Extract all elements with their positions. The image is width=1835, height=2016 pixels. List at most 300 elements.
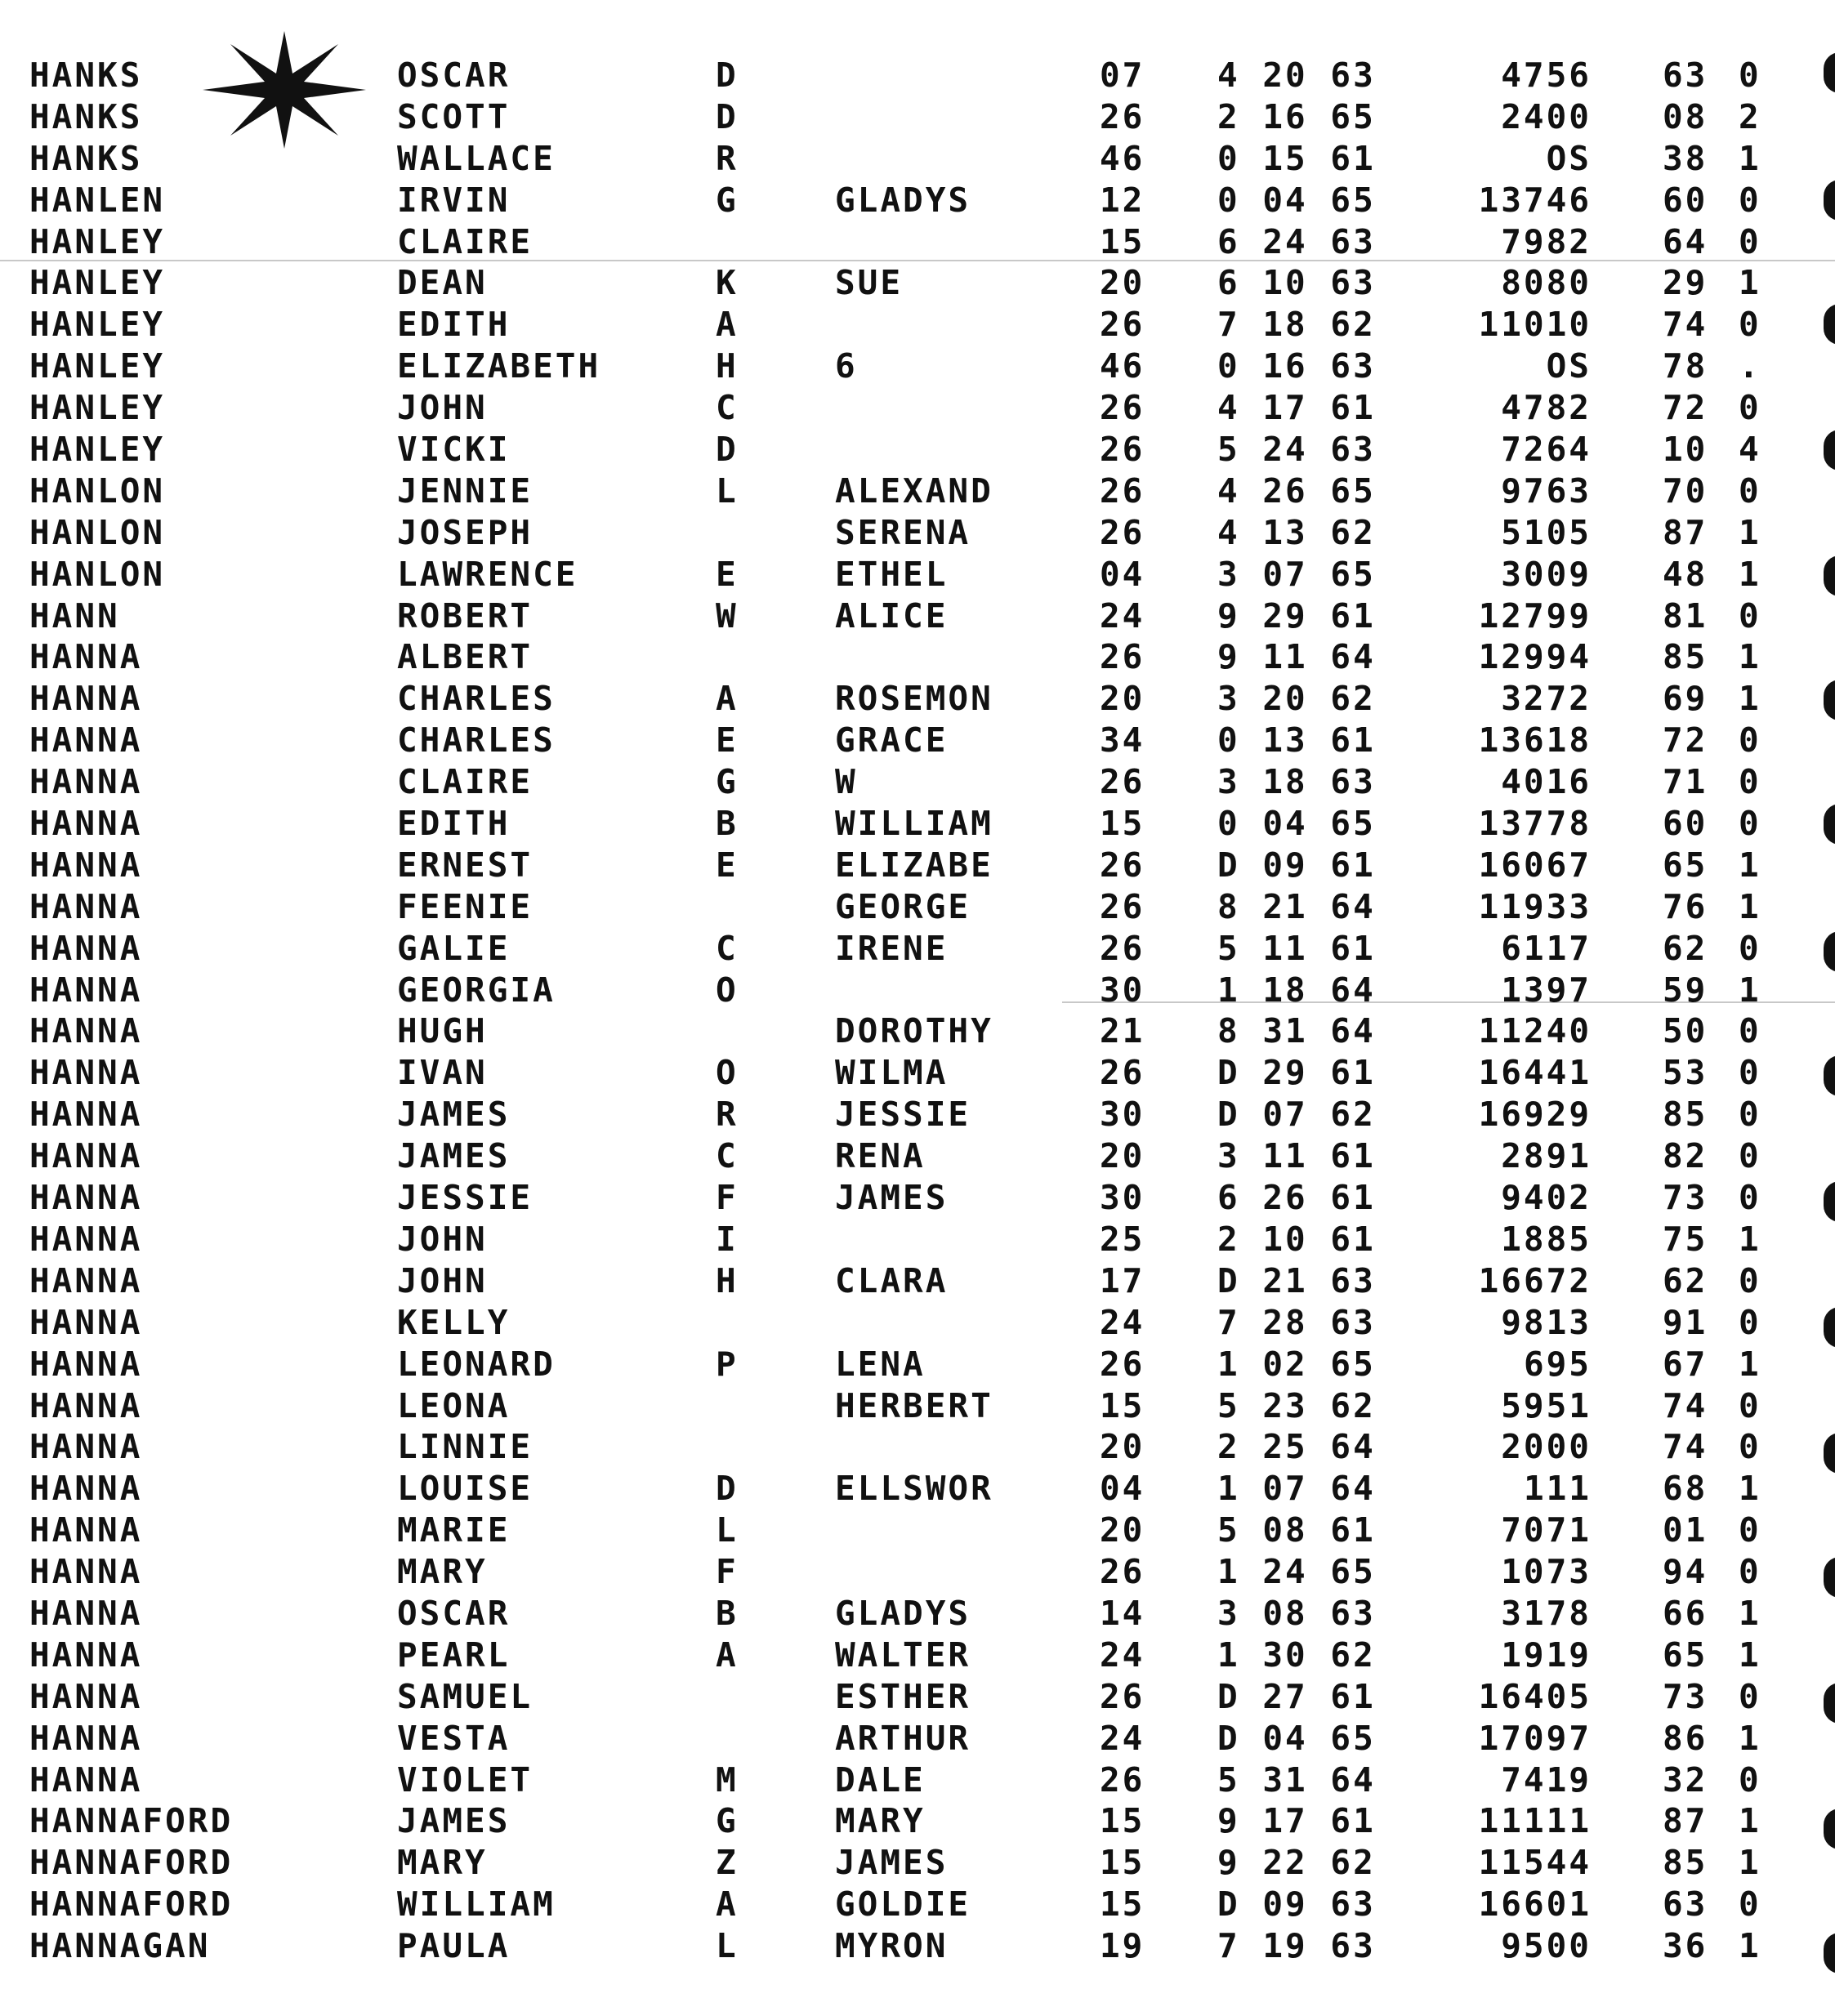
flag-cell: 0 <box>1739 720 1761 760</box>
surname-cell: HANNA <box>29 1260 143 1300</box>
code-cell: 26 <box>1100 1552 1145 1592</box>
code-cell: 46 <box>1100 346 1145 386</box>
age-cell: 85 <box>1663 1843 1708 1883</box>
age-cell: 73 <box>1663 1178 1708 1218</box>
age-cell: 72 <box>1663 720 1708 760</box>
record-number-cell: 13778 <box>1478 804 1592 844</box>
flag-cell: 1 <box>1739 1801 1761 1841</box>
surname-cell: HANLEY <box>29 346 166 386</box>
spouse-name-cell: RENA <box>835 1136 926 1176</box>
table-row <box>0 1842 1835 1884</box>
surname-cell: HANNA <box>29 637 143 677</box>
surname-cell: HANNA <box>29 1178 143 1218</box>
age-cell: 91 <box>1663 1302 1708 1342</box>
date-cell: 4 13 62 <box>1217 512 1376 552</box>
age-cell: 29 <box>1663 263 1708 303</box>
record-number-cell: 16067 <box>1478 845 1592 885</box>
spouse-name-cell: ETHEL <box>835 554 949 594</box>
spouse-name-cell: GLADYS <box>835 180 971 220</box>
date-cell: 3 07 65 <box>1217 554 1376 594</box>
middle-initial-cell: K <box>716 263 739 303</box>
middle-initial-cell: C <box>716 928 739 968</box>
middle-initial-cell: B <box>716 1593 739 1633</box>
middle-initial-cell: F <box>716 1552 739 1592</box>
code-cell: 15 <box>1100 1801 1145 1841</box>
record-number-cell: 11010 <box>1478 305 1592 345</box>
first-name-cell: JESSIE <box>397 1178 534 1218</box>
age-cell: 74 <box>1663 305 1708 345</box>
table-row <box>0 387 1835 429</box>
first-name-cell: SAMUEL <box>397 1676 534 1716</box>
spouse-name-cell: MARY <box>835 1801 926 1841</box>
surname-cell: HANNA <box>29 1718 143 1758</box>
spouse-name-cell: GRACE <box>835 720 949 760</box>
code-cell: 24 <box>1100 1718 1145 1758</box>
record-number-cell: 16405 <box>1478 1676 1592 1716</box>
code-cell: 04 <box>1100 1469 1145 1509</box>
record-number-cell: 5951 <box>1501 1385 1592 1425</box>
flag-cell: 0 <box>1739 305 1761 345</box>
record-number-cell: 111 <box>1523 1469 1592 1509</box>
date-cell: 9 22 62 <box>1217 1843 1376 1883</box>
date-cell: 5 24 63 <box>1217 430 1376 470</box>
middle-initial-cell <box>716 1426 765 1468</box>
code-cell: 21 <box>1100 1011 1145 1051</box>
surname-cell: HANKS <box>29 96 143 136</box>
code-cell: 26 <box>1100 430 1145 470</box>
code-cell: 26 <box>1100 1053 1145 1093</box>
spouse-name-cell: JAMES <box>835 1843 949 1883</box>
table-row <box>0 429 1835 471</box>
flag-cell: 0 <box>1739 928 1761 968</box>
spouse-name-cell <box>835 387 1113 429</box>
table-row <box>0 304 1835 346</box>
first-name-cell: PAULA <box>397 1926 511 1966</box>
flag-cell: 0 <box>1739 804 1761 844</box>
date-cell: 5 08 61 <box>1217 1510 1376 1550</box>
code-cell: 26 <box>1100 928 1145 968</box>
middle-initial-cell: R <box>716 138 739 178</box>
table-row <box>0 595 1835 637</box>
table-row <box>0 1800 1835 1842</box>
code-cell: 26 <box>1100 886 1145 926</box>
record-number-cell: 1919 <box>1501 1635 1592 1675</box>
spouse-name-cell: ESTHER <box>835 1676 971 1716</box>
record-number-cell: 3009 <box>1501 554 1592 594</box>
code-cell: 26 <box>1100 96 1145 136</box>
flag-cell: 1 <box>1739 637 1761 677</box>
record-number-cell: 3178 <box>1501 1593 1592 1633</box>
middle-initial-cell: C <box>716 1136 739 1176</box>
flag-cell: 0 <box>1739 56 1761 95</box>
record-number-cell: 7982 <box>1501 221 1592 261</box>
surname-cell: HANKS <box>29 138 143 178</box>
first-name-cell: IVAN <box>397 1053 488 1093</box>
spouse-name-cell <box>835 138 1113 180</box>
age-cell: 75 <box>1663 1219 1708 1259</box>
table-row <box>0 221 1835 263</box>
age-cell: 10 <box>1663 430 1708 470</box>
first-name-cell: GALIE <box>397 928 511 968</box>
surname-cell: HANNAGAN <box>29 1926 211 1966</box>
code-cell: 25 <box>1100 1219 1145 1259</box>
record-number-cell: 7264 <box>1501 430 1592 470</box>
flag-cell: 0 <box>1739 180 1761 220</box>
first-name-cell: MARY <box>397 1843 488 1883</box>
table-row <box>0 554 1835 595</box>
surname-cell: HANNA <box>29 1011 143 1051</box>
record-number-cell: 9763 <box>1501 471 1592 511</box>
first-name-cell: OSCAR <box>397 1593 511 1633</box>
spouse-name-cell <box>835 96 1113 138</box>
age-cell: 82 <box>1663 1136 1708 1176</box>
spouse-name-cell <box>835 221 1113 263</box>
middle-initial-cell: O <box>716 970 739 1010</box>
spouse-name-cell <box>835 970 1113 1011</box>
age-cell: 73 <box>1663 1676 1708 1716</box>
date-cell: 4 17 61 <box>1217 388 1376 428</box>
first-name-cell: LAWRENCE <box>397 554 578 594</box>
middle-initial-cell: R <box>716 1095 739 1135</box>
first-name-cell: CHARLES <box>397 679 556 719</box>
record-number-cell: 4016 <box>1501 762 1592 802</box>
spouse-name-cell: JESSIE <box>835 1095 971 1135</box>
flag-cell: 0 <box>1739 471 1761 511</box>
middle-initial-cell: L <box>716 471 739 511</box>
record-number-cell: 16672 <box>1478 1260 1592 1300</box>
middle-initial-cell: D <box>716 96 739 136</box>
spouse-name-cell: ELIZABE <box>835 845 993 885</box>
spouse-name-cell: IRENE <box>835 928 949 968</box>
date-cell: D 29 61 <box>1217 1053 1376 1093</box>
age-cell: 81 <box>1663 595 1708 636</box>
middle-initial-cell: M <box>716 1760 739 1800</box>
table-row <box>0 636 1835 678</box>
flag-cell: 0 <box>1739 1053 1761 1093</box>
table-row <box>0 96 1835 138</box>
table-row <box>0 928 1835 970</box>
spouse-name-cell: WILMA <box>835 1053 949 1093</box>
middle-initial-cell: E <box>716 554 739 594</box>
age-cell: 62 <box>1663 1260 1708 1300</box>
code-cell: 26 <box>1100 1676 1145 1716</box>
first-name-cell: DEAN <box>397 263 488 303</box>
date-cell: D 27 61 <box>1217 1676 1376 1716</box>
middle-initial-cell: W <box>716 595 739 636</box>
surname-cell: HANLON <box>29 512 166 552</box>
middle-initial-cell: L <box>716 1510 739 1550</box>
spouse-name-cell <box>835 1219 1113 1260</box>
code-cell: 15 <box>1100 1884 1145 1925</box>
date-cell: 1 07 64 <box>1217 1469 1376 1509</box>
code-cell: 26 <box>1100 762 1145 802</box>
age-cell: 71 <box>1663 762 1708 802</box>
first-name-cell: EDITH <box>397 305 511 345</box>
surname-cell: HANNA <box>29 679 143 719</box>
first-name-cell: JAMES <box>397 1801 511 1841</box>
table-row <box>0 720 1835 761</box>
record-number-cell: 695 <box>1523 1344 1592 1384</box>
age-cell: 50 <box>1663 1011 1708 1051</box>
record-number-cell: 4782 <box>1501 388 1592 428</box>
flag-cell: 0 <box>1739 1884 1761 1925</box>
spouse-name-cell: HERBERT <box>835 1385 993 1425</box>
flag-cell: 1 <box>1739 886 1761 926</box>
flag-cell: 1 <box>1739 554 1761 594</box>
spouse-name-cell <box>835 304 1113 346</box>
first-name-cell: MARIE <box>397 1510 511 1550</box>
middle-initial-cell: D <box>716 430 739 470</box>
table-row <box>0 1510 1835 1551</box>
flag-cell: 2 <box>1739 96 1761 136</box>
flag-cell: 1 <box>1739 1843 1761 1883</box>
record-number-cell: 9813 <box>1501 1302 1592 1342</box>
age-cell: 62 <box>1663 928 1708 968</box>
surname-cell: HANNA <box>29 720 143 760</box>
middle-initial-cell: P <box>716 1344 739 1384</box>
surname-cell: HANLEY <box>29 263 166 303</box>
middle-initial-cell: A <box>716 305 739 345</box>
surname-cell: HANNA <box>29 1510 143 1550</box>
first-name-cell: VIOLET <box>397 1760 534 1800</box>
age-cell: 68 <box>1663 1469 1708 1509</box>
middle-initial-cell: B <box>716 804 739 844</box>
middle-initial-cell <box>716 1718 765 1760</box>
date-cell: 2 25 64 <box>1217 1427 1376 1467</box>
table-row <box>0 1718 1835 1760</box>
middle-initial-cell: G <box>716 1801 739 1841</box>
first-name-cell: ROBERT <box>397 595 534 636</box>
code-cell: 26 <box>1100 512 1145 552</box>
first-name-cell: ERNEST <box>397 845 534 885</box>
age-cell: 08 <box>1663 96 1708 136</box>
table-row <box>0 1177 1835 1219</box>
flag-cell: 1 <box>1739 512 1761 552</box>
age-cell: 59 <box>1663 970 1708 1010</box>
table-row <box>0 1052 1835 1094</box>
surname-cell: HANNA <box>29 1302 143 1342</box>
code-cell: 20 <box>1100 1427 1145 1467</box>
table-row <box>0 1760 1835 1801</box>
table-row <box>0 845 1835 886</box>
code-cell: 26 <box>1100 1760 1145 1800</box>
table-row <box>0 1094 1835 1135</box>
record-number-cell: 1885 <box>1501 1219 1592 1259</box>
flag-cell: 0 <box>1739 1011 1761 1051</box>
code-cell: 20 <box>1100 1136 1145 1176</box>
date-cell: 8 31 64 <box>1217 1011 1376 1051</box>
surname-cell: HANNA <box>29 928 143 968</box>
spouse-name-cell: WALTER <box>835 1635 971 1675</box>
age-cell: 69 <box>1663 679 1708 719</box>
first-name-cell: LEONARD <box>397 1344 556 1384</box>
flag-cell: 1 <box>1739 845 1761 885</box>
table-row <box>0 1344 1835 1385</box>
spouse-name-cell <box>835 636 1113 678</box>
spouse-name-cell: WILLIAM <box>835 804 993 844</box>
flag-cell: 0 <box>1739 1260 1761 1300</box>
surname-cell: HANNA <box>29 804 143 844</box>
code-cell: 26 <box>1100 471 1145 511</box>
spouse-name-cell: MYRON <box>835 1926 949 1966</box>
code-cell: 24 <box>1100 595 1145 636</box>
spouse-name-cell: DOROTHY <box>835 1011 993 1051</box>
surname-cell: HANNA <box>29 1469 143 1509</box>
age-cell: 63 <box>1663 56 1708 95</box>
surname-cell: HANNAFORD <box>29 1801 234 1841</box>
age-cell: 36 <box>1663 1926 1708 1966</box>
flag-cell: 0 <box>1739 1095 1761 1135</box>
spouse-name-cell: ALICE <box>835 595 949 636</box>
spouse-name-cell: SUE <box>835 263 904 303</box>
first-name-cell: IRVIN <box>397 180 511 220</box>
surname-cell: HANLEN <box>29 180 166 220</box>
table-row <box>0 1593 1835 1635</box>
table-row <box>0 678 1835 720</box>
first-name-cell: KELLY <box>397 1302 511 1342</box>
code-cell: 30 <box>1100 1178 1145 1218</box>
table-row <box>0 1010 1835 1052</box>
middle-initial-cell: F <box>716 1178 739 1218</box>
age-cell: 70 <box>1663 471 1708 511</box>
date-cell: 7 28 63 <box>1217 1302 1376 1342</box>
record-number-cell: 7071 <box>1501 1510 1592 1550</box>
flag-cell: 1 <box>1739 1718 1761 1758</box>
surname-cell: HANNA <box>29 1552 143 1592</box>
date-cell: 6 26 61 <box>1217 1178 1376 1218</box>
date-cell: 0 04 65 <box>1217 804 1376 844</box>
middle-initial-cell: C <box>716 388 739 428</box>
date-cell: D 09 61 <box>1217 845 1376 885</box>
first-name-cell: WALLACE <box>397 138 556 178</box>
middle-initial-cell: A <box>716 1884 739 1925</box>
table-row <box>0 1884 1835 1925</box>
age-cell: 01 <box>1663 1510 1708 1550</box>
record-number-cell: 11544 <box>1478 1843 1592 1883</box>
record-number-cell: 9402 <box>1501 1178 1592 1218</box>
first-name-cell: MARY <box>397 1552 488 1592</box>
table-row <box>0 761 1835 803</box>
date-cell: 7 19 63 <box>1217 1926 1376 1966</box>
date-cell: 4 20 63 <box>1217 56 1376 95</box>
date-cell: 6 24 63 <box>1217 221 1376 261</box>
middle-initial-cell: E <box>716 720 739 760</box>
middle-initial-cell: E <box>716 845 739 885</box>
flag-cell: 1 <box>1739 1635 1761 1675</box>
flag-cell: 1 <box>1739 263 1761 303</box>
surname-cell: HANNA <box>29 886 143 926</box>
date-cell: 1 02 65 <box>1217 1344 1376 1384</box>
date-cell: 3 11 61 <box>1217 1136 1376 1176</box>
table-row <box>0 1925 1835 1967</box>
date-cell: 1 30 62 <box>1217 1635 1376 1675</box>
middle-initial-cell: I <box>716 1219 739 1259</box>
first-name-cell: GEORGIA <box>397 970 556 1010</box>
code-cell: 30 <box>1100 970 1145 1010</box>
middle-initial-cell: Z <box>716 1843 739 1883</box>
code-cell: 20 <box>1100 263 1145 303</box>
spouse-name-cell: ELLSWOR <box>835 1469 993 1509</box>
first-name-cell: OSCAR <box>397 56 511 95</box>
spouse-name-cell <box>835 1551 1113 1593</box>
record-number-cell: 6117 <box>1501 928 1592 968</box>
code-cell: 15 <box>1100 1843 1145 1883</box>
flag-cell: 0 <box>1739 221 1761 261</box>
middle-initial-cell: H <box>716 346 739 386</box>
first-name-cell: JOHN <box>397 1219 488 1259</box>
middle-initial-cell: L <box>716 1926 739 1966</box>
first-name-cell: CLAIRE <box>397 762 534 802</box>
table-row <box>0 886 1835 928</box>
name-listing-table <box>0 55 1835 1967</box>
code-cell: 07 <box>1100 56 1145 95</box>
date-cell: 9 17 61 <box>1217 1801 1376 1841</box>
table-row <box>0 1676 1835 1718</box>
age-cell: 60 <box>1663 180 1708 220</box>
code-cell: 26 <box>1100 637 1145 677</box>
spouse-name-cell: ALEXAND <box>835 471 993 511</box>
record-number-cell: 2400 <box>1501 96 1592 136</box>
middle-initial-cell <box>716 636 765 678</box>
record-number-cell: 11111 <box>1478 1801 1592 1841</box>
age-cell: 74 <box>1663 1427 1708 1467</box>
spouse-name-cell: DALE <box>835 1760 926 1800</box>
flag-cell: 1 <box>1739 679 1761 719</box>
table-row <box>0 346 1835 387</box>
record-number-cell: 1397 <box>1501 970 1592 1010</box>
age-cell: 72 <box>1663 388 1708 428</box>
date-cell: 1 18 64 <box>1217 970 1376 1010</box>
surname-cell: HANLEY <box>29 388 166 428</box>
first-name-cell: CLAIRE <box>397 221 534 261</box>
table-row <box>0 180 1835 221</box>
flag-cell: 1 <box>1739 138 1761 178</box>
middle-initial-cell: O <box>716 1053 739 1093</box>
flag-cell: 1 <box>1739 1593 1761 1633</box>
surname-cell: HANNA <box>29 970 143 1010</box>
record-number-cell: 12799 <box>1478 595 1592 636</box>
record-number-cell: 13746 <box>1478 180 1592 220</box>
flag-cell: 0 <box>1739 388 1761 428</box>
flag-cell: 4 <box>1739 430 1761 470</box>
flag-cell: 1 <box>1739 1219 1761 1259</box>
first-name-cell: ALBERT <box>397 637 534 677</box>
spouse-name-cell <box>835 429 1113 471</box>
record-number-cell: 9500 <box>1501 1926 1592 1966</box>
middle-initial-cell <box>716 886 765 928</box>
date-cell: 3 20 62 <box>1217 679 1376 719</box>
first-name-cell: JOSEPH <box>397 512 534 552</box>
spouse-name-cell: GLADYS <box>835 1593 971 1633</box>
spouse-name-cell: ARTHUR <box>835 1718 971 1758</box>
surname-cell: HANNA <box>29 1676 143 1716</box>
surname-cell: HANNA <box>29 1053 143 1093</box>
table-row <box>0 1385 1835 1427</box>
table-row <box>0 1468 1835 1510</box>
first-name-cell: VESTA <box>397 1718 511 1758</box>
table-row <box>0 138 1835 180</box>
table-row <box>0 471 1835 512</box>
surname-cell: HANKS <box>29 56 143 95</box>
age-cell: 48 <box>1663 554 1708 594</box>
date-cell: 6 10 63 <box>1217 263 1376 303</box>
spouse-name-cell <box>835 1510 1113 1551</box>
middle-initial-cell: D <box>716 56 739 95</box>
record-number-cell: OS <box>1546 138 1592 178</box>
age-cell: 87 <box>1663 512 1708 552</box>
surname-cell: HANNA <box>29 1427 143 1467</box>
flag-cell: 0 <box>1739 1136 1761 1176</box>
